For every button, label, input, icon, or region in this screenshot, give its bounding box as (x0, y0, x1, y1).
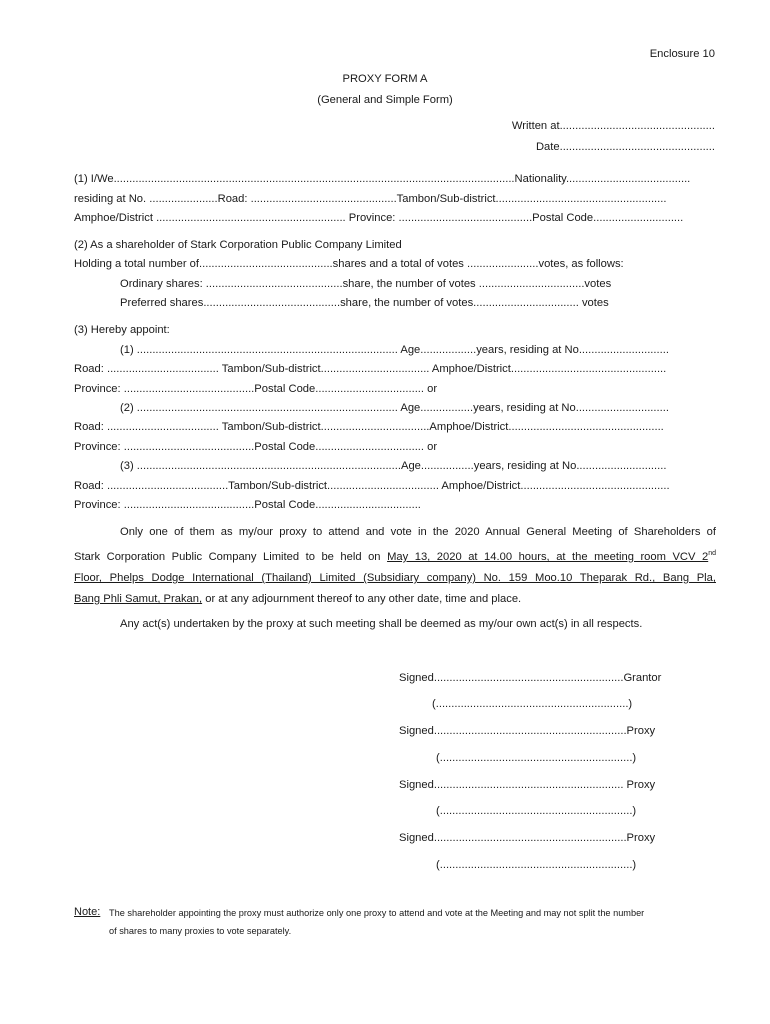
proxy2-line2: Road: .................................... Tambon/Sub-district...................................Amphoe/District.................................................. (74, 421, 664, 433)
form-subtitle: (General and Simple Form) (317, 94, 453, 106)
date-field: Date.................................................. (535, 141, 715, 153)
signature-grantor: Signed.............................................................Grantor (399, 672, 662, 684)
section1-line1 (74, 173, 690, 185)
signature-proxy2: Signed............................................................. Proxy (399, 779, 656, 791)
ordinary-shares-line: Ordinary shares: ............................................share, the number of votes ..................................votes (120, 278, 612, 290)
preferred-shares-line: Preferred shares............................................share, the number of votes.................................. votes (120, 297, 609, 309)
note-line2: of shares to many proxies to vote separately. (109, 926, 292, 936)
meeting-address: Floor, Phelps Dodge International (Thailand) Limited (Subsidiary company) No. 159 Moo.10 Theparak Rd., Bang Pla, (74, 572, 716, 584)
section2-heading: (2) As a shareholder of Stark Corporation Public Company Limited (74, 239, 402, 251)
proxy3-line3: Province: ..........................................Postal Code.................................. (74, 499, 421, 511)
signature-proxy1-name: (..............................................................) (436, 752, 637, 764)
proxy2-line1: (2) .................................................................................... Age.................years, residing at No.............................. (120, 402, 669, 414)
name-nationality-field: (1) I/We.................................................................................................................................Nationality (74, 173, 566, 185)
meeting-line1: Only one of them as my/our proxy to attend and vote in the 2020 Annual General Meeting of Shareholders of (120, 526, 716, 538)
section3-heading: (3) Hereby appoint: (74, 324, 170, 336)
section1-line2: residing at No. ......................Road: ...............................................Tambon/Sub-district....................................................... (74, 193, 667, 205)
section1-line3: Amphoe/District ............................................................. Province: ...........................................Postal Code............................. (74, 212, 684, 224)
signature-proxy2-name: (..............................................................) (436, 805, 637, 817)
note-label (74, 906, 100, 918)
adjournment-text: or at any adjournment thereof to any other date, time and place. (202, 593, 522, 605)
proxy3-line1: (3) .....................................................................................Age.................years, residing at No............................. (120, 460, 667, 472)
nationality-dots: ........................................ (565, 173, 691, 185)
meeting-date-venue: May 13, 2020 at 14.00 hours, at the meeting room VCV 2 (387, 551, 709, 563)
signature-grantor-name: (..............................................................) (432, 698, 633, 710)
meeting-address-end: Bang Phli Samut, Prakan, (74, 593, 203, 605)
proxy1-line3: Province: ..........................................Postal Code................................... or (74, 383, 438, 395)
written-at-field: Written at.................................................. (511, 120, 715, 132)
meeting-line3 (74, 568, 716, 589)
signature-proxy3: Signed..............................................................Proxy (399, 832, 656, 844)
acts-paragraph: Any act(s) undertaken by the proxy at such meeting shall be deemed as my/our own act(s) in all respects. (120, 618, 643, 630)
proxy3-line2: Road: .......................................Tambon/Sub-district.................................... Amphoe/District................................................ (74, 480, 670, 492)
enclosure-label: Enclosure 10 (649, 48, 715, 60)
meeting-line2 (74, 543, 716, 568)
signature-proxy1: Signed..............................................................Proxy (399, 725, 656, 737)
note-line1: The shareholder appointing the proxy must authorize only one proxy to attend and vote at the Meeting and may not split the number (109, 908, 645, 918)
proxy2-line3: Province: ..........................................Postal Code................................... or (74, 441, 438, 453)
form-title: PROXY FORM A (342, 73, 428, 85)
signature-proxy3-name: (..............................................................) (436, 859, 637, 871)
note-label-text: Note: (74, 906, 101, 918)
meeting-line4 (74, 589, 716, 610)
proxy1-line2: Road: .................................... Tambon/Sub-district................................... Amphoe/District.................................................. (74, 363, 667, 375)
proxy1-line1: (1) .................................................................................... Age..................years, residing at No............................. (120, 344, 669, 356)
meeting-paragraph (74, 522, 716, 610)
meeting-line2-text: Stark Corporation Public Company Limited to be held on (74, 551, 388, 563)
section2-holding: Holding a total number of...........................................shares and a total of votes .......................votes, as follows: (74, 258, 624, 270)
ordinal-suffix: nd (708, 550, 716, 557)
